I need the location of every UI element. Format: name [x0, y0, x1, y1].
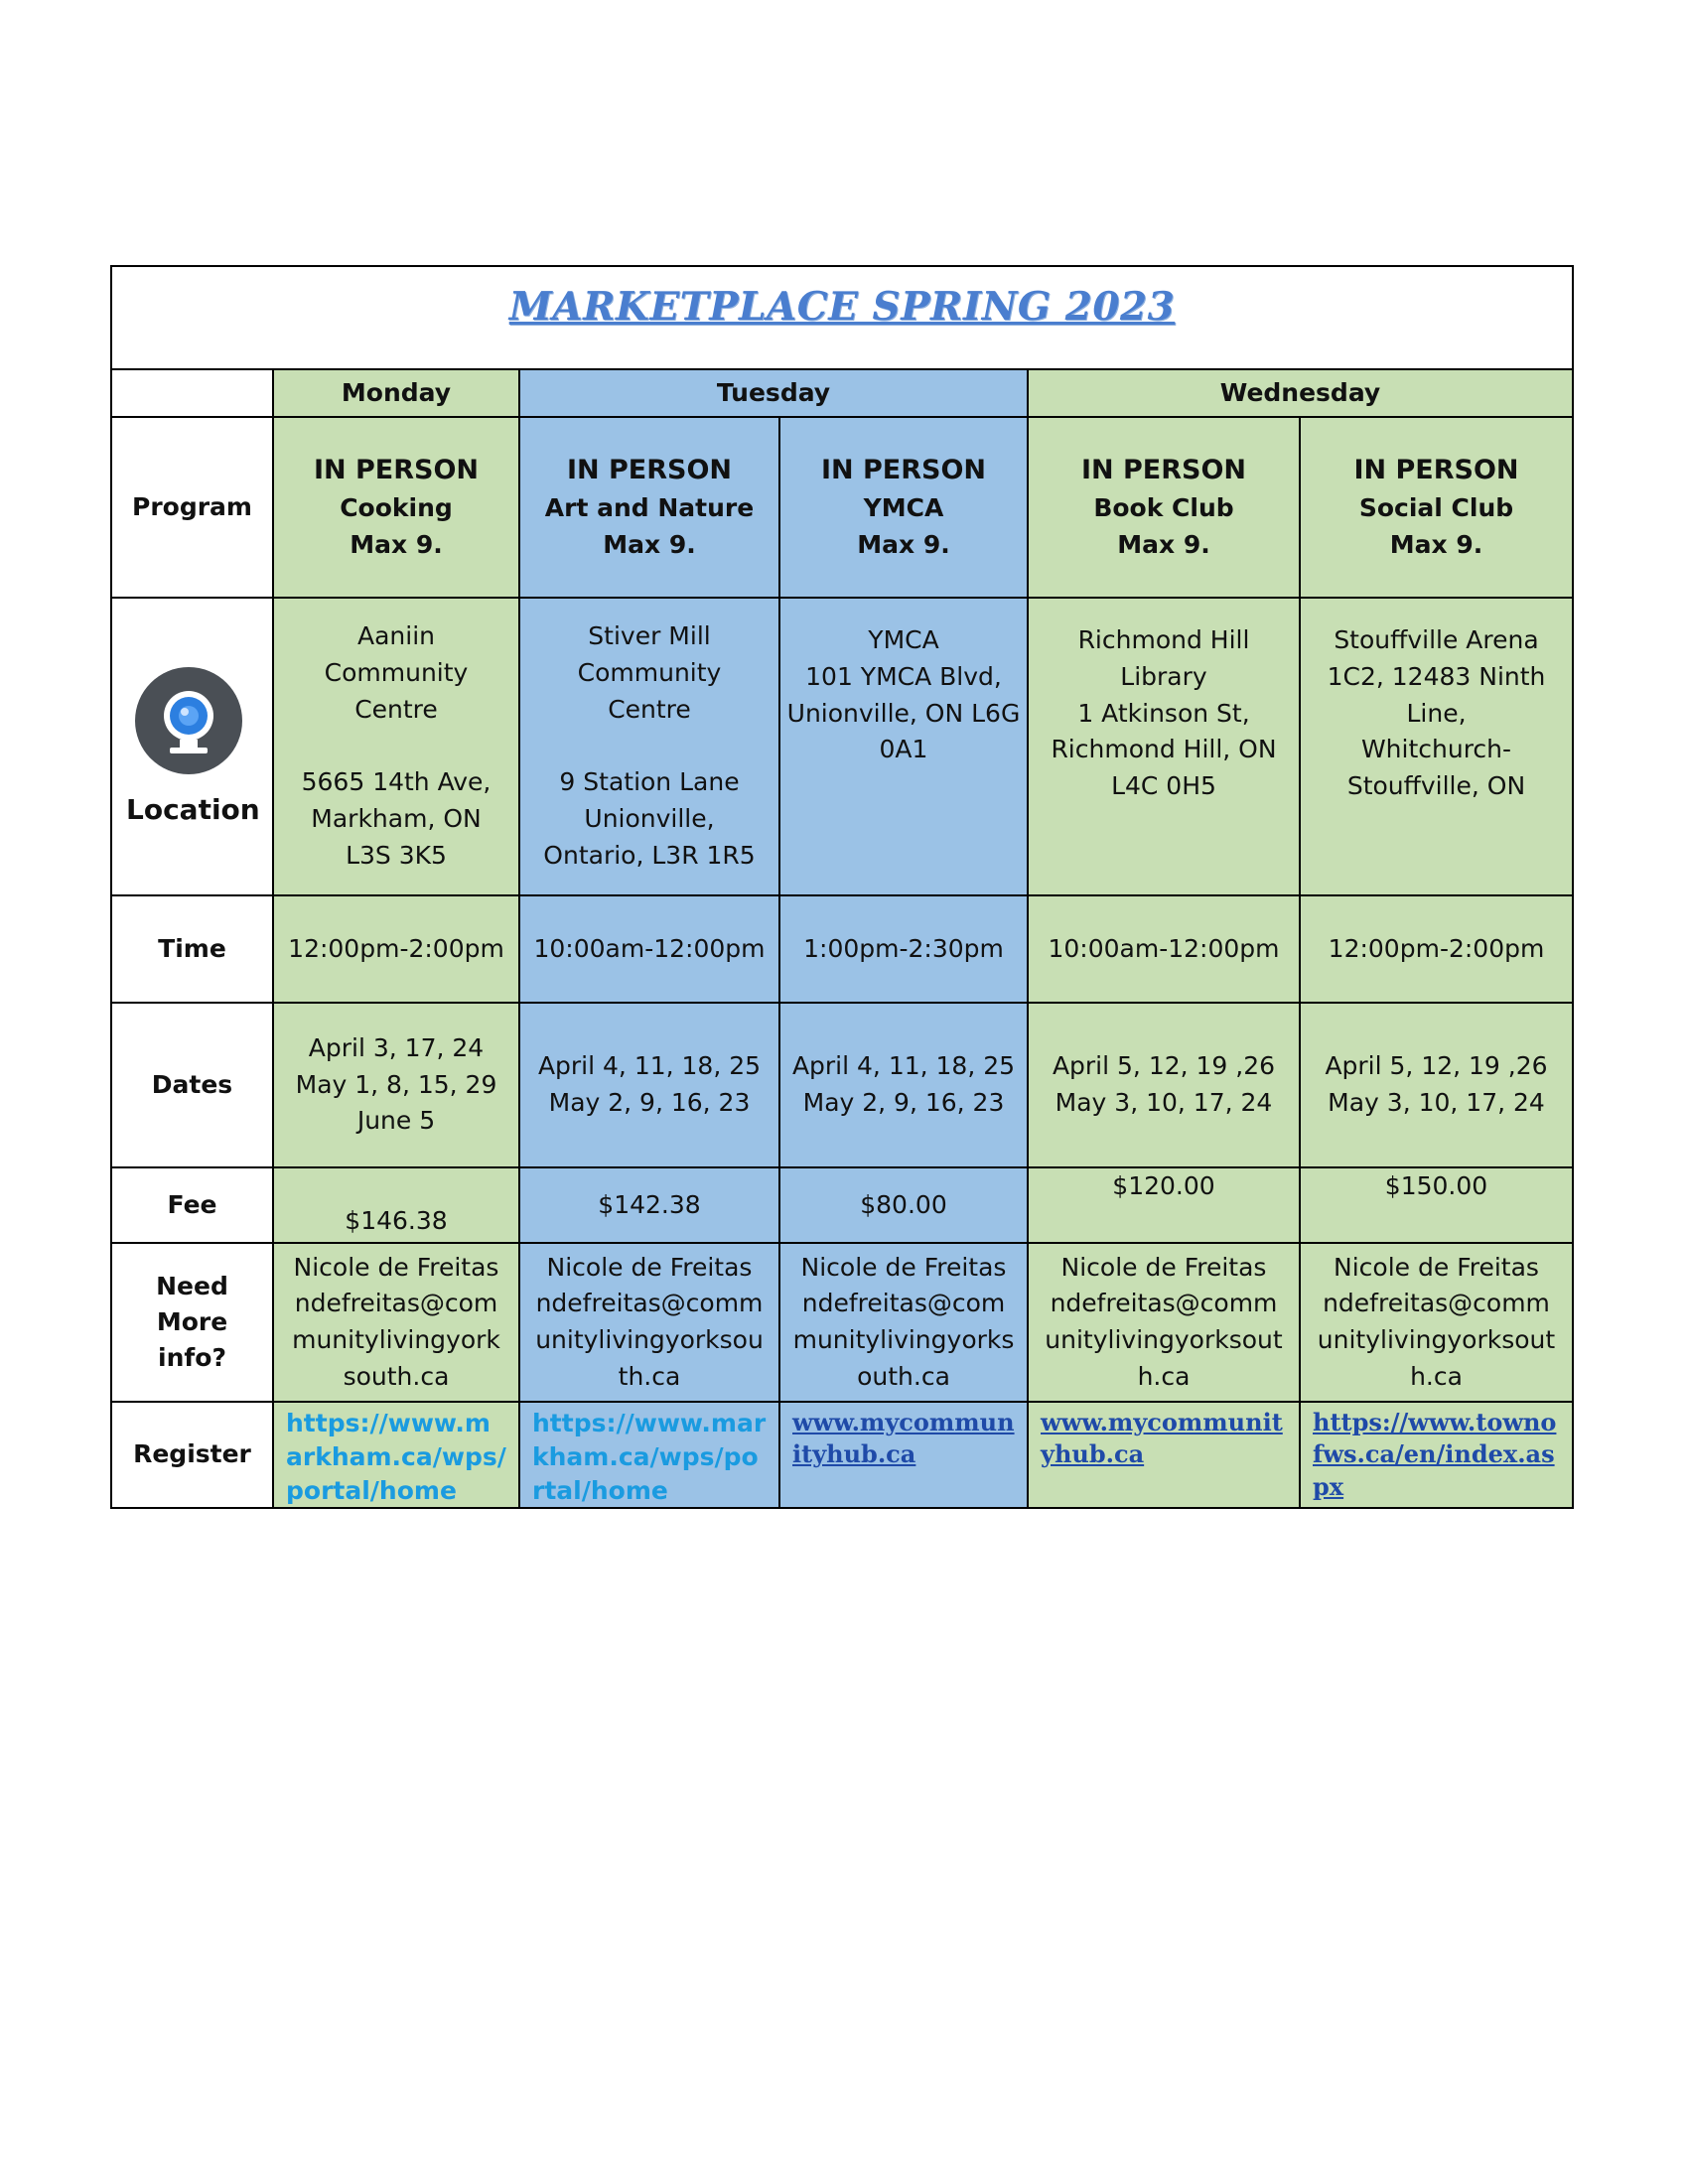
program-line: Social Club [1358, 493, 1514, 523]
time-value: 1:00pm-2:30pm [803, 933, 1004, 963]
dates-cell [1028, 1003, 1300, 1167]
fee-value: $150.00 [1384, 1171, 1488, 1200]
fee-cell [1300, 1167, 1573, 1243]
location-line: L3S 3K5 [346, 840, 447, 870]
location-line: Markham, ON [311, 804, 482, 834]
contact-cell [1028, 1243, 1300, 1402]
contact-line: ndefreitas@comm [1050, 1289, 1278, 1318]
location-line: 5665 14th Ave, [301, 767, 492, 797]
location-line: Whitchurch- [1360, 735, 1512, 764]
contact-cell [779, 1243, 1028, 1402]
program-line: IN PERSON [1353, 455, 1519, 486]
dates-cell [519, 1003, 779, 1167]
program-line: IN PERSON [566, 455, 733, 486]
location-line: Stouffville Arena [1334, 625, 1539, 654]
program-line: Cooking [340, 493, 453, 523]
time-cell [273, 895, 519, 1003]
row-label-dates: Dates [111, 1003, 273, 1167]
contact-line: ndefreitas@comm [535, 1289, 764, 1318]
time-value: 12:00pm-2:00pm [1328, 933, 1545, 963]
register-cell [273, 1402, 519, 1508]
fee-cell [519, 1167, 779, 1243]
location-cell [779, 598, 1028, 895]
schedule-table [110, 265, 1574, 1509]
fee-value: $142.38 [598, 1189, 701, 1219]
location-line: 1C2, 12483 Ninth [1327, 661, 1546, 691]
location-line: Library [1120, 661, 1207, 691]
day-wednesday: Wednesday [1028, 369, 1573, 417]
location-line: YMCA [868, 625, 939, 654]
location-line: Stiver Mill [588, 621, 711, 651]
time-cell [1028, 895, 1300, 1003]
program-line: Art and Nature [544, 493, 755, 523]
location-line: Unionville, ON L6G [786, 698, 1021, 728]
info-label-line: More [156, 1306, 228, 1336]
row-label-fee: Fee [111, 1167, 273, 1243]
dates-line: April 5, 12, 19 ,26 [1325, 1051, 1548, 1081]
contact-line: unitylivingyorksout [1317, 1325, 1556, 1354]
contact-line: Nicole de Freitas [800, 1252, 1007, 1282]
location-line: Centre [354, 694, 438, 724]
program-line: YMCA [863, 493, 944, 523]
contact-line: unitylivingyorksou [535, 1325, 764, 1354]
location-line: 101 YMCA Blvd, [805, 661, 1002, 691]
title-cell [111, 266, 1573, 369]
dates-line: June 5 [356, 1106, 436, 1136]
fee-cell [779, 1167, 1028, 1243]
contact-line: unitylivingyorksout [1045, 1325, 1283, 1354]
dates-line: April 4, 11, 18, 25 [537, 1051, 762, 1081]
dates-cell [779, 1003, 1028, 1167]
location-line: Richmond Hill [1077, 625, 1250, 654]
time-cell [1300, 895, 1573, 1003]
day-monday: Monday [273, 369, 519, 417]
contact-line: h.ca [1137, 1361, 1191, 1391]
time-value: 12:00pm-2:00pm [288, 933, 504, 963]
register-link[interactable]: www.mycommunityhub.ca [792, 1408, 1015, 1469]
location-line: Stouffville, ON [1346, 771, 1526, 800]
row-label-location-cell [111, 598, 273, 895]
info-label-line: Need [156, 1271, 228, 1300]
row-label-location: Location [126, 793, 260, 826]
page-title: MARKETPLACE SPRING 2023 [508, 284, 1176, 330]
row-label-info [111, 1243, 273, 1402]
time-value: 10:00am-12:00pm [533, 933, 766, 963]
time-value: 10:00am-12:00pm [1048, 933, 1280, 963]
fee-value: $80.00 [860, 1189, 947, 1219]
day-tuesday: Tuesday [519, 369, 1028, 417]
dates-line: May 1, 8, 15, 29 [295, 1069, 497, 1099]
dates-line: April 5, 12, 19 ,26 [1052, 1051, 1276, 1081]
register-link[interactable]: https://www.markham.ca/wps/portal/home [532, 1409, 767, 1505]
contact-line: Nicole de Freitas [293, 1252, 499, 1282]
dates-line: May 2, 9, 16, 23 [548, 1088, 751, 1117]
program-line: Max 9. [350, 529, 443, 559]
fee-value: $146.38 [345, 1206, 448, 1236]
contact-line: ndefreitas@com [294, 1289, 498, 1318]
contact-line: ndefreitas@com [801, 1289, 1006, 1318]
webcam-icon [134, 666, 243, 775]
contact-cell [273, 1243, 519, 1402]
dates-line: May 3, 10, 17, 24 [1328, 1088, 1545, 1117]
location-cell [519, 598, 779, 895]
contact-line: Nicole de Freitas [1334, 1252, 1539, 1282]
location-line: Richmond Hill, ON [1051, 735, 1277, 764]
location-line: Community [324, 658, 469, 688]
location-line: 9 Station Lane [559, 767, 740, 797]
dates-cell [1300, 1003, 1573, 1167]
register-cell [779, 1402, 1028, 1508]
register-cell [1028, 1402, 1300, 1508]
contact-line: south.ca [343, 1361, 450, 1391]
info-label-line: info? [158, 1343, 226, 1373]
register-cell [1300, 1402, 1573, 1508]
location-line: 1 Atkinson St, [1077, 698, 1250, 728]
program-line: IN PERSON [313, 455, 480, 486]
time-cell [779, 895, 1028, 1003]
location-line: L4C 0H5 [1111, 771, 1216, 800]
corner-cell [111, 369, 273, 417]
program-line: Max 9. [1389, 529, 1483, 559]
register-link[interactable]: https://www.markham.ca/wps/portal/home [286, 1409, 506, 1505]
location-line: Aaniin [356, 621, 435, 651]
location-line: 0A1 [879, 735, 928, 764]
location-cell [273, 598, 519, 895]
fee-value: $120.00 [1112, 1171, 1215, 1200]
location-cell [1028, 598, 1300, 895]
location-line: Community [577, 658, 722, 688]
register-cell [519, 1402, 779, 1508]
contact-line: Nicole de Freitas [1060, 1252, 1267, 1282]
dates-line: May 3, 10, 17, 24 [1055, 1088, 1273, 1117]
program-line: Max 9. [857, 529, 950, 559]
register-link[interactable]: www.mycommunityhub.ca [1041, 1408, 1283, 1469]
dates-line: April 3, 17, 24 [308, 1032, 485, 1062]
fee-cell [1028, 1167, 1300, 1243]
dates-line: May 2, 9, 16, 23 [802, 1088, 1005, 1117]
contact-cell [1300, 1243, 1573, 1402]
contact-line: munitylivingyork [292, 1325, 500, 1354]
location-line [645, 732, 653, 760]
fee-cell [273, 1167, 519, 1243]
program-cell [779, 417, 1028, 598]
program-line: Max 9. [1117, 529, 1210, 559]
program-cell [519, 417, 779, 598]
location-line: Centre [608, 694, 691, 724]
location-line: Ontario, L3R 1R5 [543, 840, 756, 870]
program-line: Max 9. [603, 529, 696, 559]
contact-line: h.ca [1410, 1361, 1463, 1391]
dates-line: April 4, 11, 18, 25 [791, 1051, 1016, 1081]
program-cell [1028, 417, 1300, 598]
contact-line: outh.ca [857, 1361, 950, 1391]
program-cell [1300, 417, 1573, 598]
row-label-register: Register [111, 1402, 273, 1508]
program-cell [273, 417, 519, 598]
row-label-time: Time [111, 895, 273, 1003]
program-line: Book Club [1093, 493, 1234, 523]
program-line: IN PERSON [820, 455, 987, 486]
contact-line: munitylivingyorks [792, 1325, 1015, 1354]
contact-cell [519, 1243, 779, 1402]
dates-cell [273, 1003, 519, 1167]
contact-line: th.ca [618, 1361, 681, 1391]
location-line [392, 732, 400, 760]
register-link[interactable]: https://www.townofws.ca/en/index.aspx [1313, 1408, 1557, 1501]
location-line: Line, [1406, 698, 1467, 728]
row-label-program: Program [111, 417, 273, 598]
location-line: Unionville, [584, 804, 715, 834]
time-cell [519, 895, 779, 1003]
contact-line: Nicole de Freitas [546, 1252, 753, 1282]
contact-line: ndefreitas@comm [1323, 1289, 1550, 1318]
location-cell [1300, 598, 1573, 895]
program-line: IN PERSON [1080, 455, 1247, 486]
